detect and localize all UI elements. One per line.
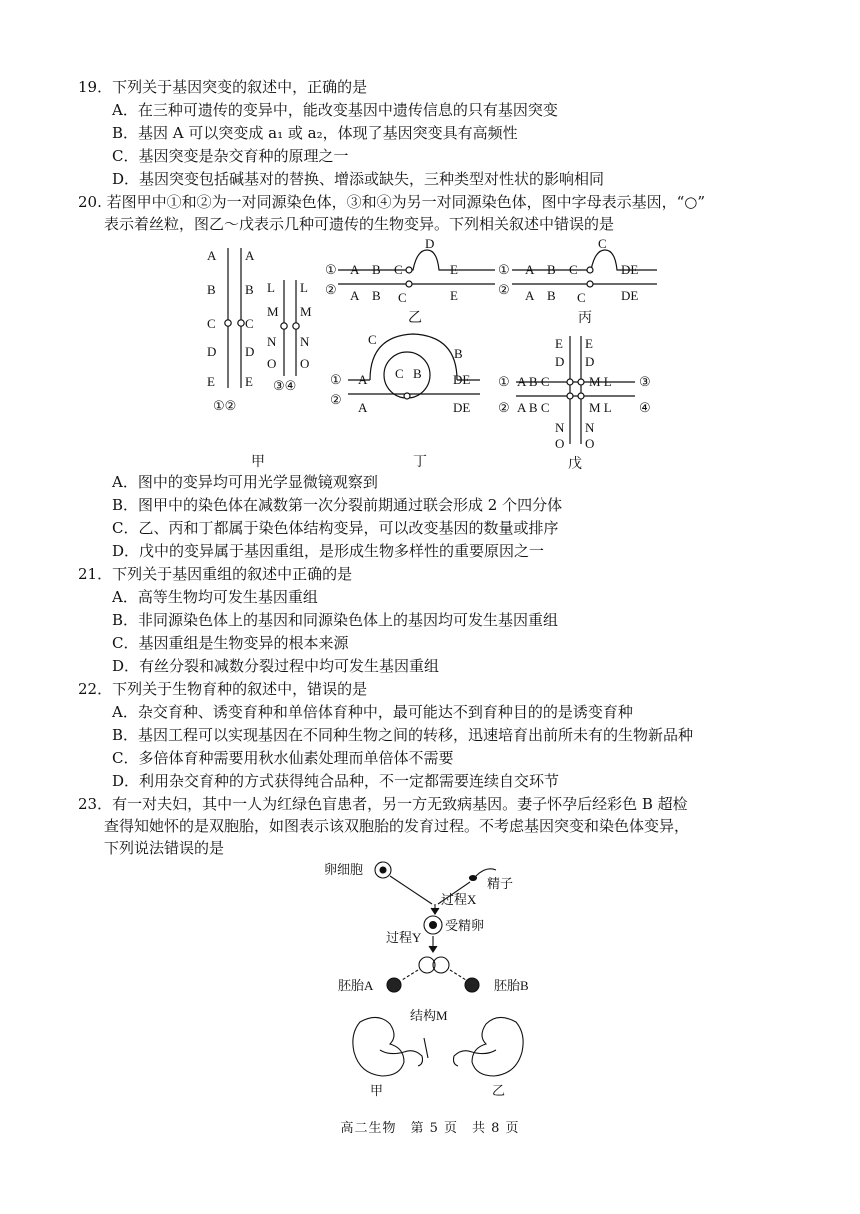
figure-label: E	[207, 374, 215, 389]
figure-label: N	[585, 420, 595, 435]
q22-stem: 22．下列关于生物育种的叙述中，错误的是	[78, 680, 368, 698]
figure-label: M	[300, 304, 312, 319]
figure-label: A	[525, 262, 535, 277]
figure-label: L	[267, 280, 275, 295]
figure-label: 胚胎B	[494, 978, 529, 993]
figure-label: E	[450, 262, 458, 277]
figure-label: ③④	[273, 378, 297, 393]
figure-label: E	[450, 288, 458, 303]
figure-label: ①	[498, 374, 510, 389]
label-jia: 甲	[251, 454, 265, 470]
figure-label: M L	[589, 374, 612, 389]
q21-option-a: A．高等生物均可发生基因重组	[112, 588, 318, 606]
figure-label: A B C	[517, 374, 550, 389]
figure-label: B	[413, 366, 422, 381]
figure-label: B	[454, 346, 463, 361]
figure-label: ②	[498, 282, 510, 297]
label-yi: 乙	[408, 310, 422, 326]
figure-label: 过程Y	[386, 930, 422, 945]
figure-label: B	[372, 288, 381, 303]
figure-label: L	[300, 280, 308, 295]
q20-stem-line1: 20. 若图甲中①和②为一对同源染色体，③和④为另一对同源染色体，图中字母表示基因，“○”	[78, 193, 706, 211]
figure-label: 结构M	[410, 1008, 448, 1023]
figure-label: C	[577, 290, 586, 305]
q21-option-b: B．非同源染色体上的基因和同源染色体上的基因均可发生基因重组	[112, 611, 559, 629]
q21-option-d: D．有丝分裂和减数分裂过程中均可发生基因重组	[112, 657, 440, 675]
figure-label: ①	[330, 372, 342, 387]
q19-stem: 19．下列关于基因突变的叙述中，正确的是	[78, 78, 368, 96]
figure-label: A	[358, 372, 368, 387]
q19-option-a: A．在三种可遗传的变异中，能改变基因中遗传信息的只有基因突变	[112, 101, 558, 119]
figure-label: C	[368, 332, 377, 347]
figure-label: ④	[639, 400, 651, 415]
q22-option-c: C．多倍体育种需要用秋水仙素处理而单倍体不需要	[112, 749, 454, 767]
figure-label: ①	[325, 262, 337, 277]
figure-label: ②	[498, 400, 510, 415]
q20-option-a: A．图中的变异均可用光学显微镜观察到	[112, 473, 378, 491]
figure-label: ①②	[213, 398, 237, 413]
figure-label: D	[207, 344, 217, 359]
figure-label: ②	[330, 392, 342, 407]
figure-label: O	[555, 436, 565, 451]
figure-label: C	[245, 316, 254, 331]
figure-label: A	[207, 248, 217, 263]
figure-label: M L	[589, 400, 612, 415]
q21-option-c: C．基因重组是生物变异的根本来源	[112, 634, 349, 652]
figure-label: ②	[325, 282, 337, 297]
q20-option-d: D．戊中的变异属于基因重组，是形成生物多样性的重要原因之一	[112, 542, 545, 560]
figure-label: B	[547, 288, 556, 303]
figure-label: DE	[621, 288, 639, 303]
q22-option-a: A．杂交育种、诱变育种和单倍体育种中，最可能达不到育种目的的是诱变育种	[112, 703, 633, 721]
figure-label: O	[267, 356, 277, 371]
figure-label: C	[395, 366, 404, 381]
figure-label: D	[425, 236, 435, 251]
figure-label: D	[245, 344, 255, 359]
figure-label: ③	[639, 374, 651, 389]
q20-stem-line2: 表示着丝粒，图乙～戊表示几种可遗传的生物变异。下列相关叙述中错误的是	[104, 215, 615, 233]
figure-label: N	[300, 334, 310, 349]
chromosome-variation-figure	[195, 236, 665, 476]
figure-label: 精子	[487, 876, 514, 891]
q20-option-b: B．图甲中的染色体在减数第一次分裂前期通过联会形成 2 个四分体	[112, 496, 563, 514]
q22-option-b: B．基因工程可以实现基因在不同种生物之间的转移，迅速培育出前所未有的生物新品种	[112, 726, 694, 744]
figure-label: C	[598, 236, 607, 251]
label-wu: 戊	[568, 456, 582, 472]
figure-label: D	[585, 354, 595, 369]
figure-label: 乙	[492, 1083, 506, 1098]
figure-label: B	[547, 262, 556, 277]
figure-label: 胚胎A	[338, 978, 374, 993]
figure-label: DE	[453, 372, 471, 387]
figure-label: M	[267, 304, 279, 319]
figure-label: DE	[621, 262, 639, 277]
figure-label: E	[555, 336, 563, 351]
q23-stem-line2: 查得知她怀的是双胞胎，如图表示该双胞胎的发育过程。不考虑基因突变和染色体变异，	[104, 817, 690, 835]
figure-label: 过程X	[441, 892, 477, 907]
q19-option-c: C．基因突变是杂交育种的原理之一	[112, 147, 349, 165]
figure-label: B	[245, 282, 254, 297]
figure-label: A	[350, 288, 360, 303]
twin-development-figure	[320, 852, 560, 1100]
figure-label: ①	[498, 262, 510, 277]
figure-label: A	[358, 400, 368, 415]
q19-option-b: B．基因 A 可以突变成 a₁ 或 a₂，体现了基因突变具有高频性	[112, 124, 518, 142]
figure-label: DE	[453, 400, 471, 415]
figure-label: B	[207, 282, 216, 297]
q21-stem: 21．下列关于基因重组的叙述中正确的是	[78, 565, 353, 583]
figure-label: E	[585, 336, 593, 351]
figure-label: A	[245, 248, 255, 263]
figure-label: B	[372, 262, 381, 277]
figure-label: O	[300, 356, 310, 371]
figure-label: C	[398, 290, 407, 305]
figure-label: D	[555, 354, 565, 369]
figure-label: A B C	[517, 400, 550, 415]
figure-label: 甲	[370, 1083, 384, 1098]
q23-stem-line3: 下列说法错误的是	[104, 839, 225, 857]
q20-option-c: C．乙、丙和丁都属于染色体结构变异，可以改变基因的数量或排序	[112, 519, 559, 537]
figure-label: C	[394, 262, 403, 277]
figure-label: N	[267, 334, 277, 349]
q22-option-d: D．利用杂交育种的方式获得纯合品种，不一定都需要连续自交环节	[112, 772, 560, 790]
figure-label: O	[585, 436, 595, 451]
page-footer: 高二生物 第 5 页 共 8 页	[340, 1121, 520, 1136]
figure-label: E	[245, 374, 253, 389]
figure-label: 受精卵	[445, 918, 485, 933]
label-ding: 丁	[413, 454, 427, 470]
figure-label: A	[525, 288, 535, 303]
label-bing: 丙	[578, 310, 592, 326]
q19-option-d: D．基因突变包括碱基对的替换、增添或缺失，三种类型对性状的影响相同	[112, 170, 605, 188]
q23-stem-line1: 23．有一对夫妇，其中一人为红绿色盲患者，另一方无致病基因。妻子怀孕后经彩色 B 超检	[78, 795, 688, 813]
figure-label: C	[207, 316, 216, 331]
figure-label: A	[350, 262, 360, 277]
figure-label: 卵细胞	[324, 862, 364, 877]
figure-label: N	[555, 420, 565, 435]
figure-label: C	[569, 262, 578, 277]
